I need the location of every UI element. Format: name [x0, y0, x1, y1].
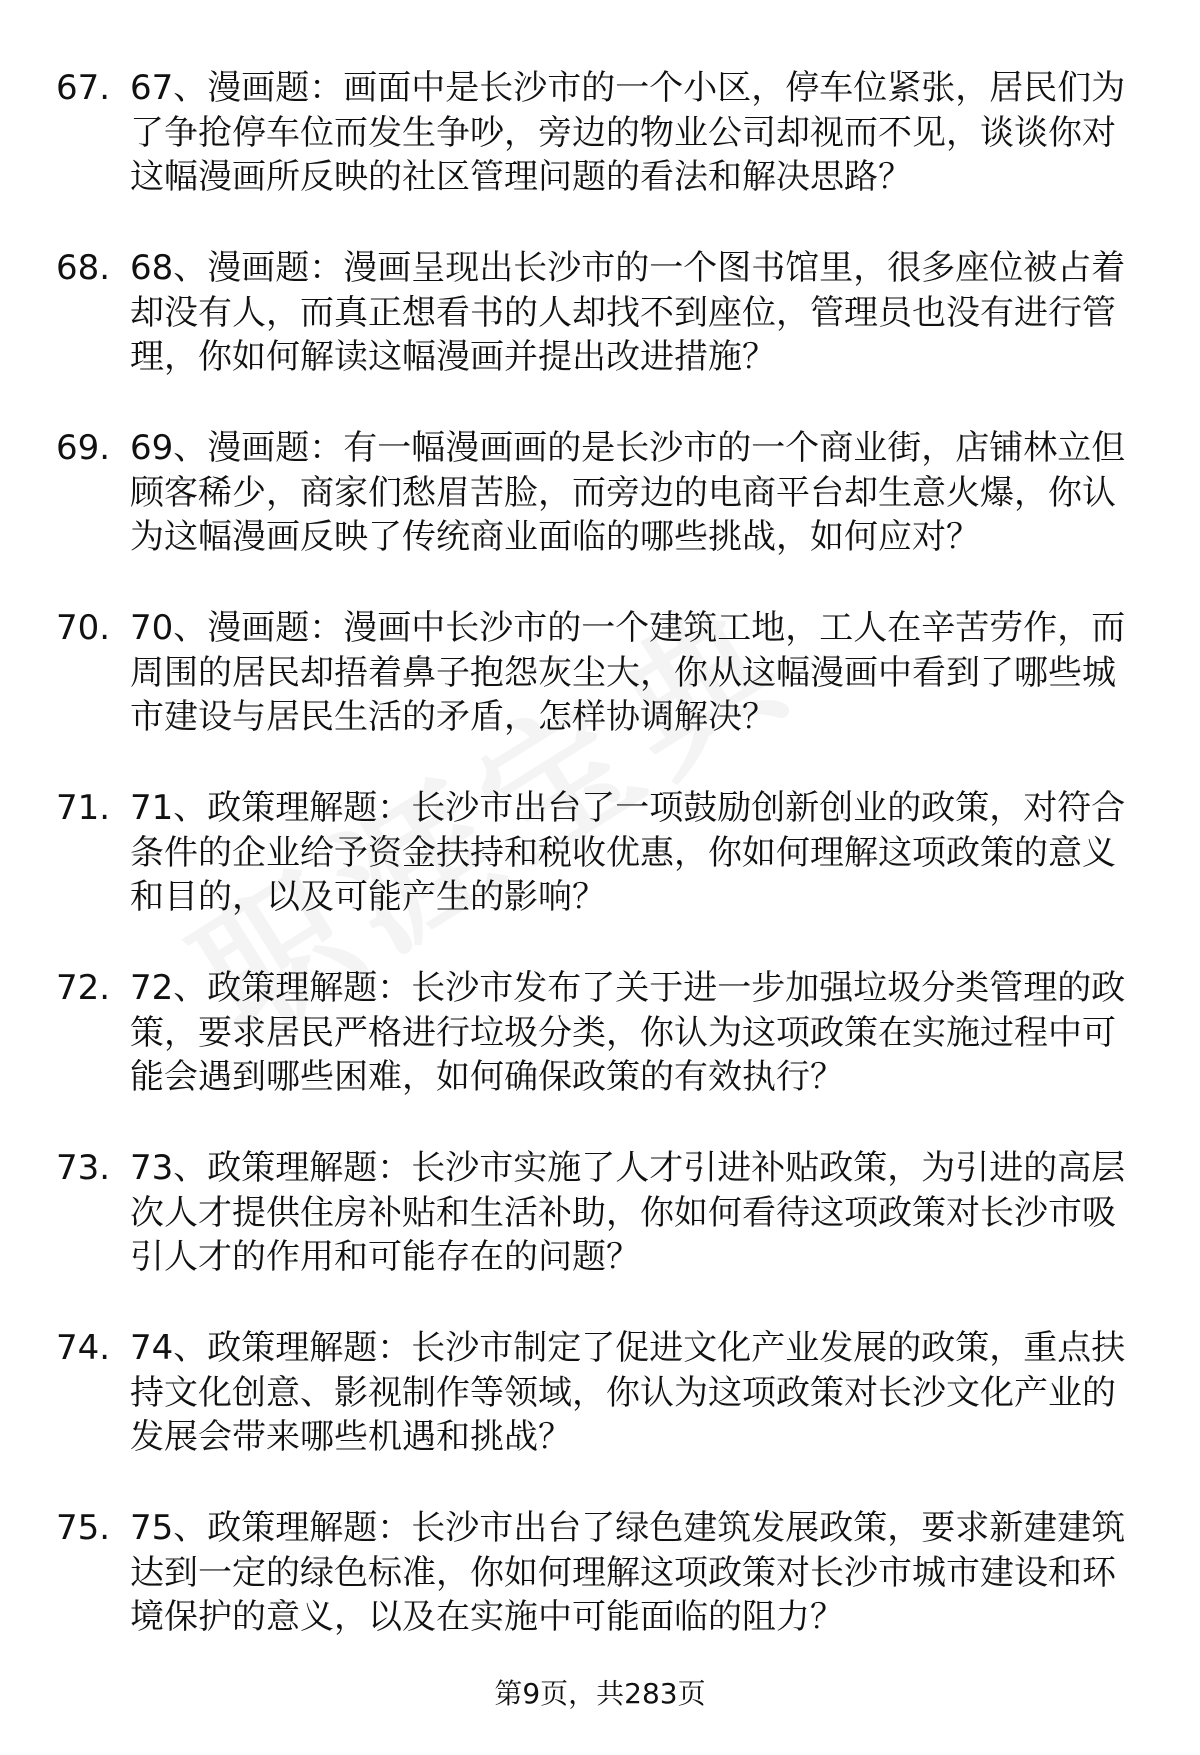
question-number: 75. [56, 1508, 111, 1548]
question-text: 68、漫画题：漫画呈现出长沙市的一个图书馆里，很多座位被占着却没有人，而真正想看书的人却找不到座位，管理员也没有进行管理，你如何解读这幅漫画并提出改进措施？ [130, 248, 1126, 377]
question-text: 67、漫画题：画面中是长沙市的一个小区，停车位紧张，居民们为了争抢停车位而发生争吵，旁边的物业公司却视而不见，谈谈你对这幅漫画所反映的社区管理问题的看法和解决思路？ [130, 68, 1126, 197]
question-item-72 [0, 966, 1200, 1116]
question-number: 71. [56, 788, 111, 828]
question-item-71 [0, 786, 1200, 936]
question-text: 75、政策理解题：长沙市出台了绿色建筑发展政策，要求新建建筑达到一定的绿色标准，你如何理解这项政策对长沙市城市建设和环境保护的意义，以及在实施中可能面临的阻力？ [130, 1508, 1126, 1637]
question-text: 69、漫画题：有一幅漫画画的是长沙市的一个商业街，店铺林立但顾客稀少，商家们愁眉苦脸，而旁边的电商平台却生意火爆，你认为这幅漫画反映了传统商业面临的哪些挑战，如何应对？ [130, 428, 1126, 557]
question-item-69 [0, 426, 1200, 576]
question-text: 70、漫画题：漫画中长沙市的一个建筑工地，工人在辛苦劳作，而周围的居民却捂着鼻子抱怨灰尘大，你从这幅漫画中看到了哪些城市建设与居民生活的矛盾，怎样协调解决？ [130, 608, 1126, 737]
question-number: 70. [56, 608, 111, 648]
question-text: 72、政策理解题：长沙市发布了关于进一步加强垃圾分类管理的政策，要求居民严格进行垃圾分类，你认为这项政策在实施过程中可能会遇到哪些困难，如何确保政策的有效执行？ [130, 968, 1126, 1097]
question-number: 67. [56, 68, 111, 108]
question-number: 68. [56, 248, 111, 288]
question-number: 73. [56, 1148, 111, 1188]
question-text: 71、政策理解题：长沙市出台了一项鼓励创新创业的政策，对符合条件的企业给予资金扶持和税收优惠，你如何理解这项政策的意义和目的，以及可能产生的影响？ [130, 788, 1126, 917]
question-list [0, 66, 1200, 1686]
question-text: 73、政策理解题：长沙市实施了人才引进补贴政策，为引进的高层次人才提供住房补贴和生活补助，你如何看待这项政策对长沙市吸引人才的作用和可能存在的问题？ [130, 1148, 1126, 1277]
question-text: 74、政策理解题：长沙市制定了促进文化产业发展的政策，重点扶持文化创意、影视制作等领域，你认为这项政策对长沙文化产业的发展会带来哪些机遇和挑战？ [130, 1328, 1126, 1457]
question-item-68 [0, 246, 1200, 396]
question-number: 74. [56, 1328, 111, 1368]
question-item-75 [0, 1506, 1200, 1656]
question-item-70 [0, 606, 1200, 756]
question-item-73 [0, 1146, 1200, 1296]
question-number: 72. [56, 968, 111, 1008]
page-footer: 第9页，共283页 [494, 1677, 706, 1710]
question-item-74 [0, 1326, 1200, 1476]
question-item-67 [0, 66, 1200, 216]
question-number: 69. [56, 428, 111, 468]
